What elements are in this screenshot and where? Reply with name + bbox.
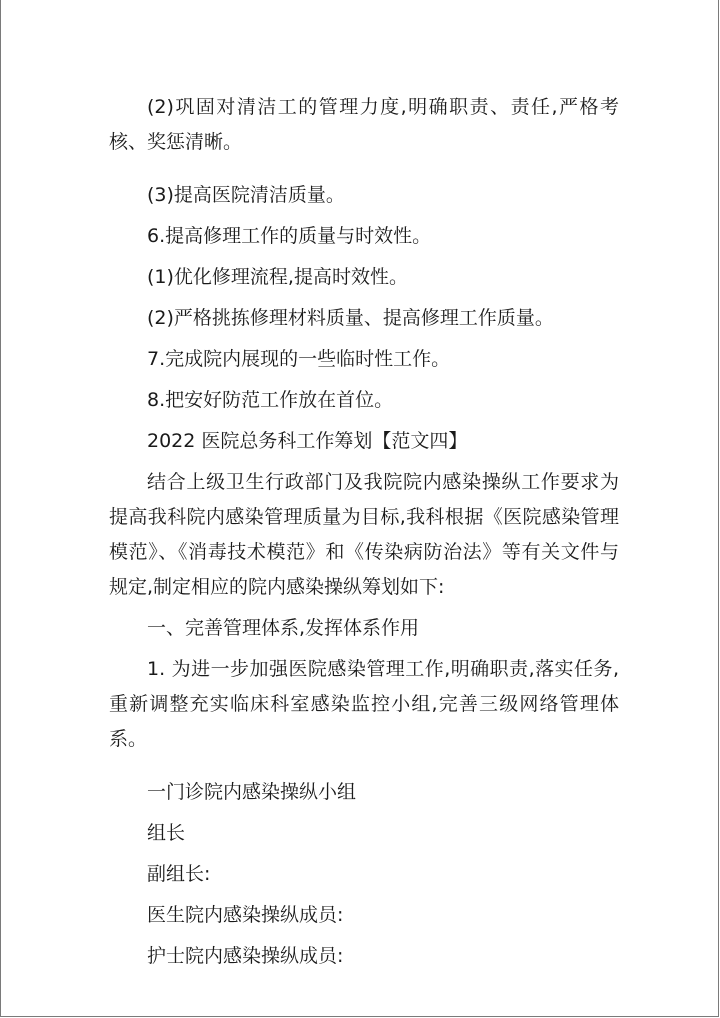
paragraph-outpatient-group: 一门诊院内感染操纵小组 <box>147 781 357 803</box>
paragraph-group-leader: 组长 <box>147 822 186 844</box>
section-heading: 2022 医院总务科工作筹划【范文四】 <box>147 430 468 452</box>
paragraph-nurse-members: 护士院内感染操纵成员: <box>147 945 344 967</box>
paragraph-infection-control-intro: 结合上级卫生行政部门及我院院内感染操纵工作要求为提高我科院内感染管理质量为目标,我科根据《医院感染管理模范》、《消毒技术模范》和《传染病防治法》等有关文件与规定,制定相应的院内感染操纵筹划如下: <box>109 471 619 598</box>
paragraph-temporary-work: 7.完成院内展现的一些临时性工作。 <box>147 348 451 370</box>
paragraph-optimize-repair: (1)优化修理流程,提高时效性。 <box>147 266 408 288</box>
paragraph-cleaning-quality: (3)提高医院清洁质量。 <box>147 184 345 206</box>
paragraph-cleaner-management: (2)巩固对清洁工的管理力度,明确职责、责任,严格考核、奖惩清晰。 <box>109 96 619 153</box>
paragraph-deputy-leader: 副组长: <box>147 863 211 885</box>
document-body <box>109 90 619 974</box>
paragraph-repair-quality: 6.提高修理工作的质量与时效性。 <box>147 225 432 247</box>
paragraph-safety-first: 8.把安好防范工作放在首位。 <box>147 389 394 411</box>
paragraph-strengthen-management: 1. 为进一步加强医院感染管理工作,明确职责,落实任务,重新调整充实临床科室感染监控小组,完善三级网络管理体系。 <box>109 658 619 750</box>
paragraph-system-heading: 一、完善管理体系,发挥体系作用 <box>147 617 420 639</box>
paragraph-repair-materials: (2)严格挑拣修理材料质量、提高修理工作质量。 <box>147 307 554 329</box>
paragraph-doctor-members: 医生院内感染操纵成员: <box>147 904 344 926</box>
